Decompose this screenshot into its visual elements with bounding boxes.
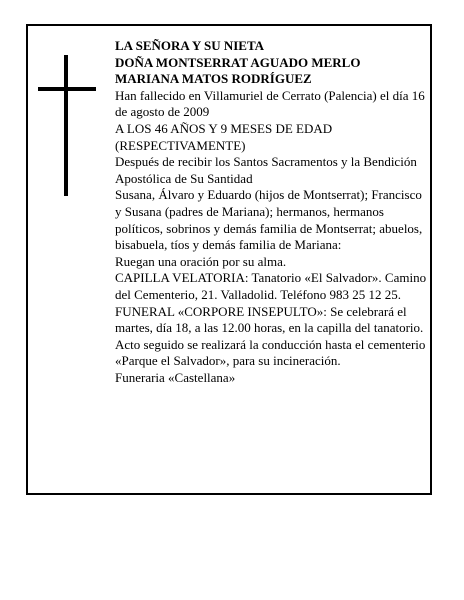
chapel-info: CAPILLA VELATORIA: Tanatorio «El Salvador». Camino del Cementerio, 21. Valladolid. Teléfono 983 25 12 25. (115, 270, 427, 302)
heading-line-3: MARIANA MATOS RODRÍGUEZ (115, 71, 312, 87)
obituary-text (115, 38, 427, 386)
funeral-info: FUNERAL «CORPORE INSEPULTO»: Se celebrará el martes, día 18, a las 12.00 horas, en la capilla del tanatorio. Acto seguido se realizará la conducción hasta el cementerio «Parque el Salvador», para su incineración. (115, 303, 426, 369)
heading-line-1: LA SEÑORA Y SU NIETA (115, 38, 265, 53)
cross-icon (64, 55, 68, 196)
heading-line-2: DOÑA MONTSERRAT AGUADO MERLO (115, 54, 361, 70)
funeral-home: Funeraria «Castellana» (115, 369, 236, 385)
family-list: Susana, Álvaro y Eduardo (hijos de Montserrat); Francisco y Susana (padres de Mariana); hermanos, hermanos políticos, sobrinos y demás familia de Montserrat; abuelos, bisabuela, tíos y demás familia de Mariana: (115, 187, 423, 253)
age-statement: A LOS 46 AÑOS Y 9 MESES DE EDAD (RESPECTIVAMENTE) (115, 120, 333, 153)
prayer-request: Ruegan una oración por su alma. (115, 253, 287, 269)
sacraments-statement: Después de recibir los Santos Sacramentos y la Bendición Apostólica de Su Santidad (115, 154, 417, 186)
death-statement: Han fallecido en Villamuriel de Cerrato (Palencia) el día 16 de agosto de 2009 (115, 87, 425, 120)
cross-icon-crossbar (38, 87, 96, 91)
